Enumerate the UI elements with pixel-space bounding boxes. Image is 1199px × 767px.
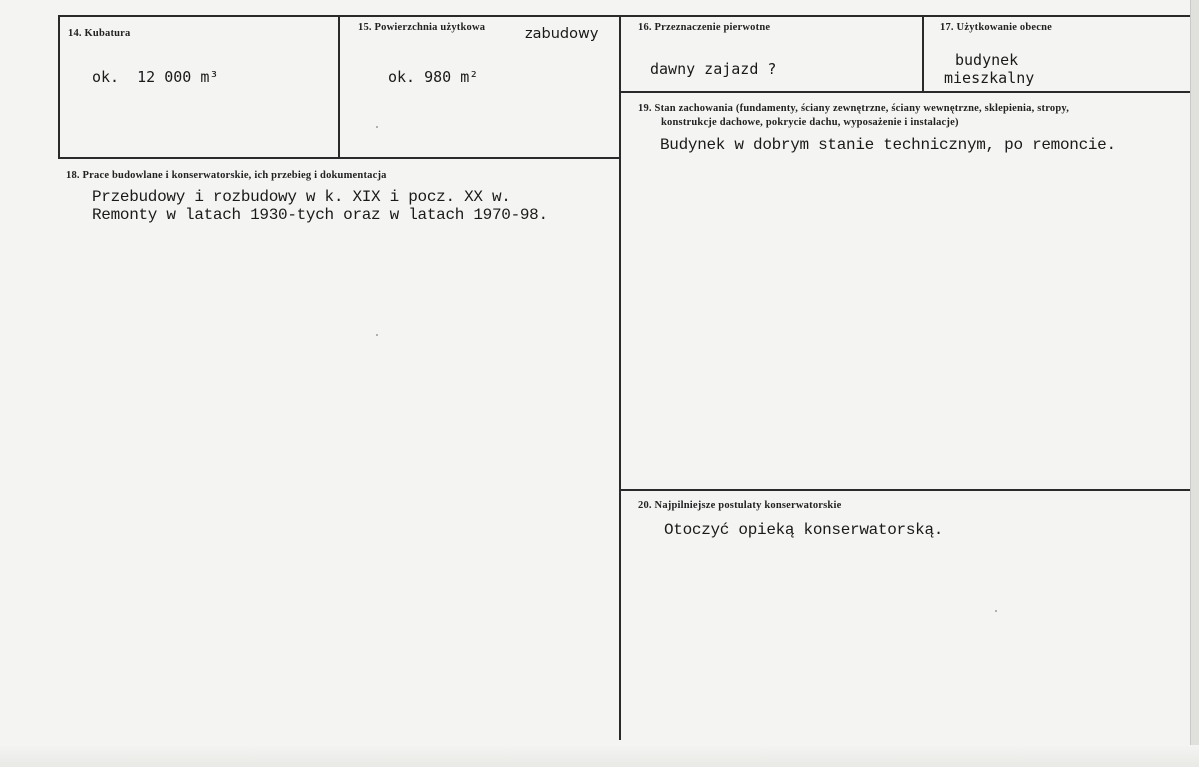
top-border-line [58,15,1192,17]
field-20-label: 20. Najpilniejsze postulaty konserwatorskie [638,500,842,511]
field-18-label: 18. Prace budowlane i konserwatorskie, ich przebieg i dokumentacja [66,170,387,181]
scan-bottom-edge [0,745,1199,767]
field-14-value: ok. 12 000 m³ [92,68,219,86]
paper-speck [995,610,997,612]
divider-main-column [619,15,621,740]
field-15-label: 15. Powierzchnia użytkowa [358,22,486,33]
field-19-label-line-2: konstrukcje dachowe, pokrycie dachu, wyposażenie i instalacje) [661,117,959,128]
scan-right-edge [1190,0,1199,767]
field-17-label: 17. Użytkowanie obecne [940,22,1053,33]
field-16-label: 16. Przeznaczenie pierwotne [638,22,771,33]
row-divider-14-18 [58,157,621,159]
field-14-label: 14. Kubatura [68,28,131,39]
field-19-value: Budynek w dobrym stanie technicznym, po remoncie. [660,136,1116,154]
row-divider-16-19 [619,91,1192,93]
field-16-value: dawny zajazd ? [650,60,777,78]
row-divider-19-20 [619,489,1192,491]
paper-speck [376,126,378,128]
divider-14-15 [338,15,340,158]
field-15-value: ok. 980 m² [388,68,479,86]
form-left-border [58,15,60,158]
paper-speck [376,334,378,336]
divider-16-17 [922,15,924,91]
field-20-value: Otoczyć opieką konserwatorską. [664,521,944,539]
field-18-value-line-1: Przebudowy i rozbudowy w k. XIX i pocz. XX w. [92,188,511,206]
field-15-handwritten-suffix: zabudowy [525,26,599,42]
field-17-value-line-2: mieszkalny [944,69,1035,87]
field-17-value-line-1: budynek [955,51,1019,69]
field-18-value-line-2: Remonty w latach 1930-tych oraz w latach 1970-98. [92,206,548,224]
field-19-label-line-1: 19. Stan zachowania (fundamenty, ściany zewnętrzne, ściany wewnętrzne, sklepienia, stropy, [638,103,1070,114]
